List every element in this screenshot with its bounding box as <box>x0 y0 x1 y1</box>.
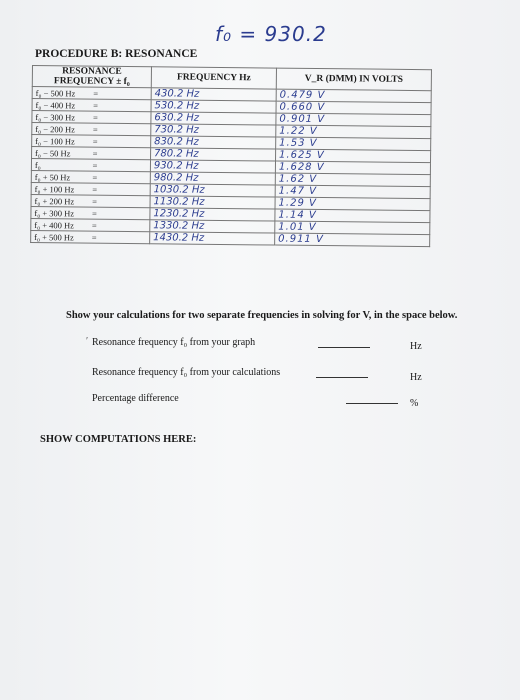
row-equals: = <box>91 232 97 243</box>
field-label: Percentage difference <box>92 393 179 404</box>
field-graph-frequency <box>92 337 255 348</box>
row-equals: = <box>92 124 98 135</box>
frequency-cell <box>150 196 275 209</box>
frequency-cell <box>150 184 275 197</box>
voltage-value: 0.479 V <box>279 89 326 102</box>
frequency-cell <box>150 232 275 245</box>
frequency-value: 1430.2 Hz <box>153 232 205 244</box>
row-equals: = <box>91 208 97 219</box>
frequency-value: 1030.2 Hz <box>153 184 205 196</box>
row-label-cell <box>31 230 150 243</box>
row-label: f₀ − 100 Hz <box>35 135 75 146</box>
frequency-value: 530.2 Hz <box>154 100 200 112</box>
row-equals: = <box>92 184 98 195</box>
voltage-cell <box>275 233 430 247</box>
frequency-value: 980.2 Hz <box>153 172 199 184</box>
row-label: f₀ − 200 Hz <box>35 123 76 134</box>
field-label: Resonance frequency f₀ from your graph <box>92 337 256 348</box>
row-label: f₀ − 300 Hz <box>35 111 76 122</box>
voltage-value: 1.47 V <box>278 185 318 197</box>
voltage-cell <box>275 185 430 199</box>
voltage-value: 0.660 V <box>279 101 326 114</box>
voltage-cell <box>275 209 430 223</box>
frequency-cell <box>151 100 276 113</box>
frequency-cell <box>150 160 275 173</box>
frequency-cell <box>151 148 276 161</box>
voltage-cell <box>276 149 431 163</box>
field-unit: % <box>410 398 419 409</box>
voltage-value: 1.01 V <box>278 221 317 233</box>
voltage-value: 0.901 V <box>279 113 326 126</box>
voltage-value: 1.62 V <box>278 173 318 185</box>
row-label: f₀ + 50 Hz <box>34 171 71 182</box>
frequency-value: 830.2 Hz <box>154 136 199 148</box>
row-label: f₀ − 50 Hz <box>35 147 71 158</box>
frequency-cell <box>151 136 276 149</box>
voltage-value: 1.14 V <box>278 209 317 221</box>
voltage-value: 1.628 V <box>278 161 325 174</box>
voltage-value: 1.29 V <box>278 197 317 209</box>
row-label: f₀ − 500 Hz <box>35 87 76 98</box>
voltage-value: 0.911 V <box>278 233 324 246</box>
answer-line-graph[interactable] <box>318 337 370 348</box>
voltage-cell <box>275 173 430 187</box>
voltage-value: 1.53 V <box>279 137 318 149</box>
frequency-value: 1330.2 Hz <box>153 220 205 232</box>
row-label: f₀ + 300 Hz <box>34 207 75 218</box>
row-equals: = <box>92 160 98 171</box>
frequency-value: 1230.2 Hz <box>153 208 205 220</box>
voltage-value: 1.22 V <box>279 125 318 137</box>
instructions-text: Show your calculations for two separate frequencies in solving for V, in the space below. <box>66 310 458 321</box>
row-label: f₀ − 400 Hz <box>35 99 76 110</box>
voltage-cell <box>275 161 430 175</box>
field-unit: Hz <box>410 372 422 383</box>
row-label: f₀ + 400 Hz <box>34 219 75 230</box>
header-resonance-frequency: RESONANCE FREQUENCY ± f₀ <box>32 66 151 88</box>
voltage-cell <box>276 89 431 103</box>
voltage-cell <box>276 113 431 127</box>
voltage-cell <box>275 197 430 211</box>
voltage-cell <box>276 101 431 115</box>
answer-line-percent[interactable] <box>346 393 398 404</box>
frequency-value: 930.2 Hz <box>153 160 199 172</box>
frequency-value: 780.2 Hz <box>154 148 199 160</box>
frequency-cell <box>150 208 275 221</box>
field-label: Resonance frequency f₀ from your calculations <box>92 367 281 378</box>
field-unit: Hz <box>410 341 422 352</box>
frequency-cell <box>150 172 275 185</box>
voltage-value: 1.625 V <box>279 149 325 162</box>
voltage-cell <box>275 221 430 235</box>
row-equals: = <box>93 88 99 99</box>
computations-heading: SHOW COMPUTATIONS HERE: <box>40 434 197 445</box>
row-equals: = <box>92 136 98 147</box>
frequency-value: 730.2 Hz <box>154 124 199 136</box>
row-label: f₀ + 200 Hz <box>34 195 75 206</box>
row-equals: = <box>91 220 97 231</box>
voltage-cell <box>276 137 431 151</box>
frequency-cell <box>151 88 276 101</box>
row-equals: = <box>93 100 99 111</box>
table-body <box>31 87 432 247</box>
frequency-value: 430.2 Hz <box>154 88 200 100</box>
answer-line-calc[interactable] <box>316 367 368 378</box>
row-label: f₀ + 500 Hz <box>34 231 74 242</box>
field-calc-frequency <box>92 367 280 378</box>
frequency-cell <box>150 220 275 233</box>
row-equals: = <box>92 196 98 207</box>
frequency-value: 630.2 Hz <box>154 112 200 124</box>
row-label: f₀ + 100 Hz <box>34 183 75 194</box>
row-equals: = <box>92 148 98 159</box>
tick-mark: ′ <box>86 336 89 347</box>
frequency-value: 1130.2 Hz <box>153 196 205 208</box>
resonance-table <box>30 65 432 247</box>
handwritten-f0-note: f₀ = 930.2 <box>215 22 327 46</box>
procedure-title: PROCEDURE B: RESONANCE <box>35 48 198 60</box>
row-equals: = <box>92 112 98 123</box>
header-voltage: V_R (DMM) IN VOLTS <box>276 68 431 91</box>
frequency-cell <box>151 112 276 125</box>
header-frequency: FREQUENCY Hz <box>151 67 276 89</box>
field-percent-diff <box>92 393 179 404</box>
row-equals: = <box>92 172 98 183</box>
row-label: f₀ <box>34 159 41 170</box>
frequency-cell <box>151 124 276 137</box>
voltage-cell <box>276 125 431 139</box>
